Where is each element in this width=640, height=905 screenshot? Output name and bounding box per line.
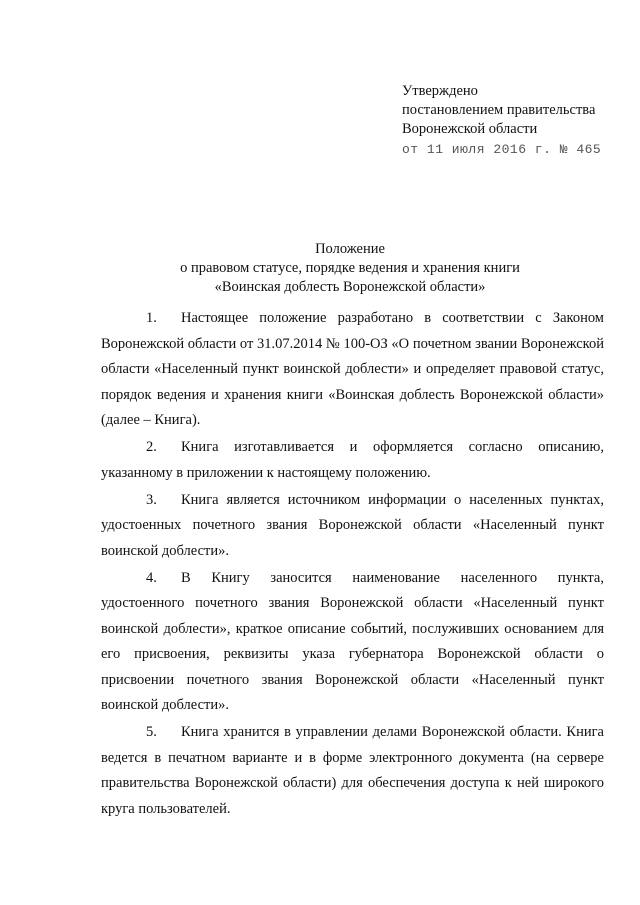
paragraph-4 [101,566,604,719]
approval-line-resolution: постановлением правительства [402,102,596,118]
document-title [0,240,640,297]
paragraph-text: В Книгу заносится наименование населенного пункта, удостоенного почетного звания Воронежской области «Населенный пункт воинской доблести», краткое описание событий, послуживших основанием для его присвоения, реквизиты указа губернатора Воронежской области о присвоении почетного звания Воронежской области «Населенный пункт воинской доблести». [101,569,604,713]
paragraph-number: 4. [146,569,157,586]
approval-block [402,82,601,159]
paragraph-1 [101,306,604,434]
paragraph-3 [101,488,604,565]
paragraph-2 [101,435,604,486]
paragraph-text: Настоящее положение разработано в соответствии с Законом Воронежской области от 31.07.2014 № 100-ОЗ «О почетном звании Воронежской области «Населенный пункт воинской доблести» и определяет правовой статус, порядок ведения и хранения книги «Воинская доблесть Воронежской области» (далее – Книга). [101,310,604,428]
paragraph-text: Книга изготавливается и оформляется согласно описанию, указанному в приложении к настоящему положению. [101,439,604,481]
title-line-2: о правовом статусе, порядке ведения и хранения книги [180,260,520,276]
paragraph-5 [101,720,604,822]
paragraph-text: Книга хранится в управлении делами Воронежской области. Книга ведется в печатном варианте и в форме электронного документа (на сервере правительства Воронежской области) для обеспечения доступа к ней широкого круга пользователей. [101,724,604,817]
approval-line-approved: Утверждено [402,83,478,99]
paragraph-text: Книга является источником информации о населенных пунктах, удостоенных почетного звания Воронежской области «Населенный пункт воинской доблести». [101,491,604,559]
approval-line-region: Воронежской области [402,121,538,137]
paragraph-number: 1. [146,310,157,326]
title-line-3: «Воинская доблесть Воронежской области» [214,279,486,295]
paragraph-number: 2. [146,439,157,455]
paragraph-number: 3. [146,491,157,508]
paragraph-number: 5. [146,724,157,740]
title-line-1: Положение [315,241,385,257]
approval-date-number-stamp: от 11 июля 2016 г. № 465 [402,142,602,157]
document-body [101,306,604,824]
